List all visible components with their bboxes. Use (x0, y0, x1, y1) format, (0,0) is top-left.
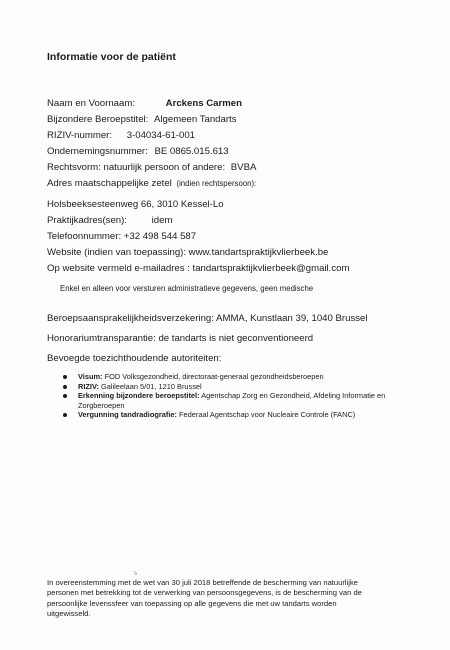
legal-form-label: Rechtsvorm: natuurlijk persoon of andere: (47, 162, 226, 173)
registered-office-label: Adres maatschappelijke zetel (47, 178, 172, 189)
privacy-notice: In overeenstemming met de wet van 30 juli 2018 betreffende de bescherming van natuurlijke personen met betrekking tot de verwerking van persoonsgegevens, is de bescherming van de persoonlijke levenssfeer van toepassing op alle gegevens die met uw tandarts worden uitgewisseld. (47, 578, 362, 619)
phone-line: Telefoonnummer: +32 498 544 587 (47, 231, 197, 242)
authority-label: Vergunning tandradiografie: (78, 410, 177, 420)
professional-title-label: Bijzondere Beroepstitel: (47, 114, 149, 125)
authority-text: Agentschap Zorg en Gezondheid, Afdeling Informatie en Zorgberoepen (78, 391, 386, 410)
practice-address-label: Praktijkadres(sen): (47, 215, 127, 226)
authority-text: Federaal Agentschap voor Nucleaire Controle (FANC) (176, 410, 356, 420)
page-title: Informatie voor de patiënt (47, 51, 176, 63)
riziv-row (47, 130, 195, 142)
practice-address-row (47, 215, 172, 227)
legal-form-row (47, 162, 256, 174)
bullet-icon (63, 375, 67, 379)
bullet-icon (63, 413, 67, 417)
list-item (63, 391, 403, 410)
email-note: Enkel en alleen voor versturen administratieve gegevens, geen medische (60, 284, 314, 293)
authorities-heading: Bevoegde toezichthoudende autoriteiten: (47, 353, 222, 364)
authority-text: FOD Volksgezondheid, directoraat-generaal gezondheidsberoepen (102, 372, 324, 381)
company-number-value: BE 0865.015.613 (154, 146, 229, 157)
registered-office-note: (indien rechtspersoon): (176, 179, 257, 188)
email-line: Op website vermeld e-mailadres : tandartspraktijkvlierbeek@gmail.com (47, 263, 350, 274)
professional-title-value: Algemeen Tandarts (154, 114, 237, 125)
authorities-list (63, 372, 403, 420)
fee-transparency-line: Honorariumtransparantie: de tandarts is niet geconventioneerd (47, 333, 314, 344)
practice-address-value: idem (151, 215, 173, 226)
website-line: Website (indien van toepassing): www.tandartspraktijkvlierbeek.be (47, 247, 329, 258)
name-value: Arckens Carmen (165, 98, 242, 109)
riziv-label: RIZIV-nummer: (47, 130, 113, 141)
company-number-row (47, 146, 229, 158)
authority-label: RIZIV: (78, 381, 99, 391)
insurance-line: Beroepsaansprakelijkheidsverzekering: AMMA, Kunstlaan 39, 1040 Brussel (47, 313, 368, 324)
bullet-icon (63, 385, 67, 389)
name-label: Naam en Voornaam: (47, 98, 135, 109)
address-line: Holsbeeksesteenweg 66, 3010 Kessel-Lo (47, 199, 224, 210)
bullet-icon (63, 394, 67, 398)
authority-label: Visum: (78, 372, 103, 381)
authority-label: Erkenning bijzondere beroepstitel: (78, 391, 200, 401)
authority-text: Galileelaan 5/01, 1210 Brussel (98, 381, 202, 391)
list-item (63, 410, 403, 420)
company-number-label: Ondernemingsnummer: (47, 146, 148, 157)
riziv-value: 3-04034-61-001 (126, 130, 195, 141)
registered-office-row (47, 178, 256, 190)
professional-title-row (47, 114, 237, 126)
list-item (63, 382, 403, 392)
legal-form-value: BVBA (230, 162, 257, 173)
list-item (63, 372, 403, 382)
name-row (47, 98, 242, 110)
stray-mark: s (134, 571, 137, 577)
